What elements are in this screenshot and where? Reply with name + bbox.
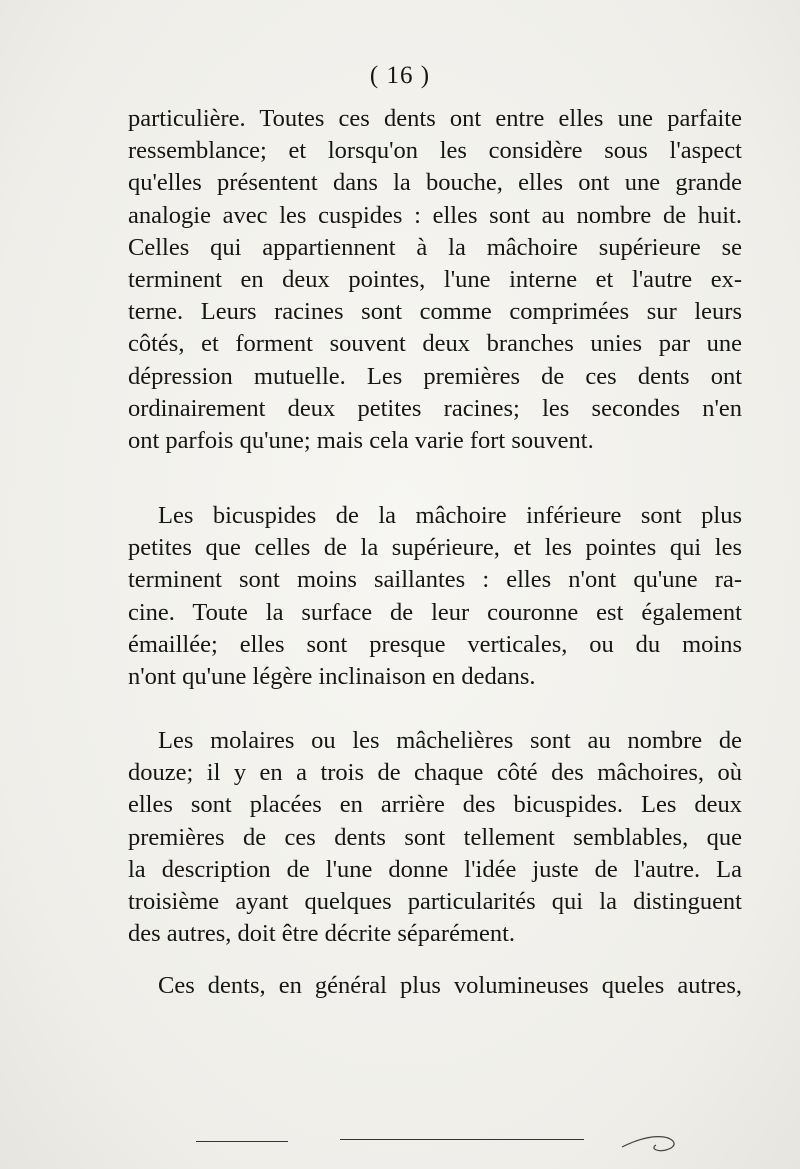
paragraph-premolars-lower xyxy=(128,500,742,693)
text-line: douze; il y en a trois de chaque côté des mâchoires, où xyxy=(128,759,742,787)
text-line: qu'elles présentent dans la bouche, elles ont une grande xyxy=(128,169,742,197)
paragraph-molars xyxy=(128,725,742,950)
text-line: premières de ces dents sont tellement semblables, que xyxy=(128,823,742,851)
text-line: elles sont placées en arrière des bicuspides. Les deux xyxy=(128,791,742,819)
text-line: terminent sont moins saillantes : elles n'ont qu'une ra- xyxy=(128,566,742,594)
text-line: cine. Toute la surface de leur couronne est également xyxy=(128,598,742,626)
text-line: Ces dents, en général plus volumineuses queles autres, xyxy=(158,972,742,999)
page-number: ( 16 ) xyxy=(369,62,431,89)
text-line: Les bicuspides de la mâchoire inférieure sont plus xyxy=(158,502,742,529)
text-line: troisième ayant quelques particularités qui la distinguent xyxy=(128,888,742,916)
text-line: particulière. Toutes ces dents ont entre elles une parfaite xyxy=(128,105,742,132)
text-line: émaillée; elles sont presque verticales, ou du moins xyxy=(128,630,742,658)
paragraph-premolars-upper xyxy=(128,103,742,457)
ink-flourish-mark xyxy=(620,1133,684,1153)
text-line: dépression mutuelle. Les premières de ces dents ont xyxy=(128,362,742,390)
paragraph-molars-continued xyxy=(128,970,742,1002)
text-line: la description de l'une donne l'idée juste de l'autre. La xyxy=(128,855,742,883)
text-line: Celles qui appartiennent à la mâchoire supérieure se xyxy=(128,233,742,261)
text-line: terminent en deux pointes, l'une interne et l'autre ex- xyxy=(128,266,742,294)
footer-rule-center xyxy=(340,1139,584,1140)
text-line: côtés, et forment souvent deux branches unies par une xyxy=(128,330,742,358)
text-line: n'ont qu'une légère inclinaison en dedans. xyxy=(128,663,536,691)
text-line: ont parfois qu'une; mais cela varie fort souvent. xyxy=(128,427,594,455)
footer-rule-left xyxy=(196,1141,288,1142)
text-line: ressemblance; et lorsqu'on les considère sous l'aspect xyxy=(128,137,742,165)
text-line: analogie avec les cuspides : elles sont au nombre de huit. xyxy=(128,201,742,229)
text-line: des autres, doit être décrite séparément. xyxy=(128,920,516,948)
text-line: Les molaires ou les mâchelières sont au nombre de xyxy=(158,727,742,754)
text-line: terne. Leurs racines sont comme comprimées sur leurs xyxy=(128,298,742,326)
text-line: petites que celles de la supérieure, et les pointes qui les xyxy=(128,534,742,562)
text-line: ordinairement deux petites racines; les secondes n'en xyxy=(128,394,742,422)
